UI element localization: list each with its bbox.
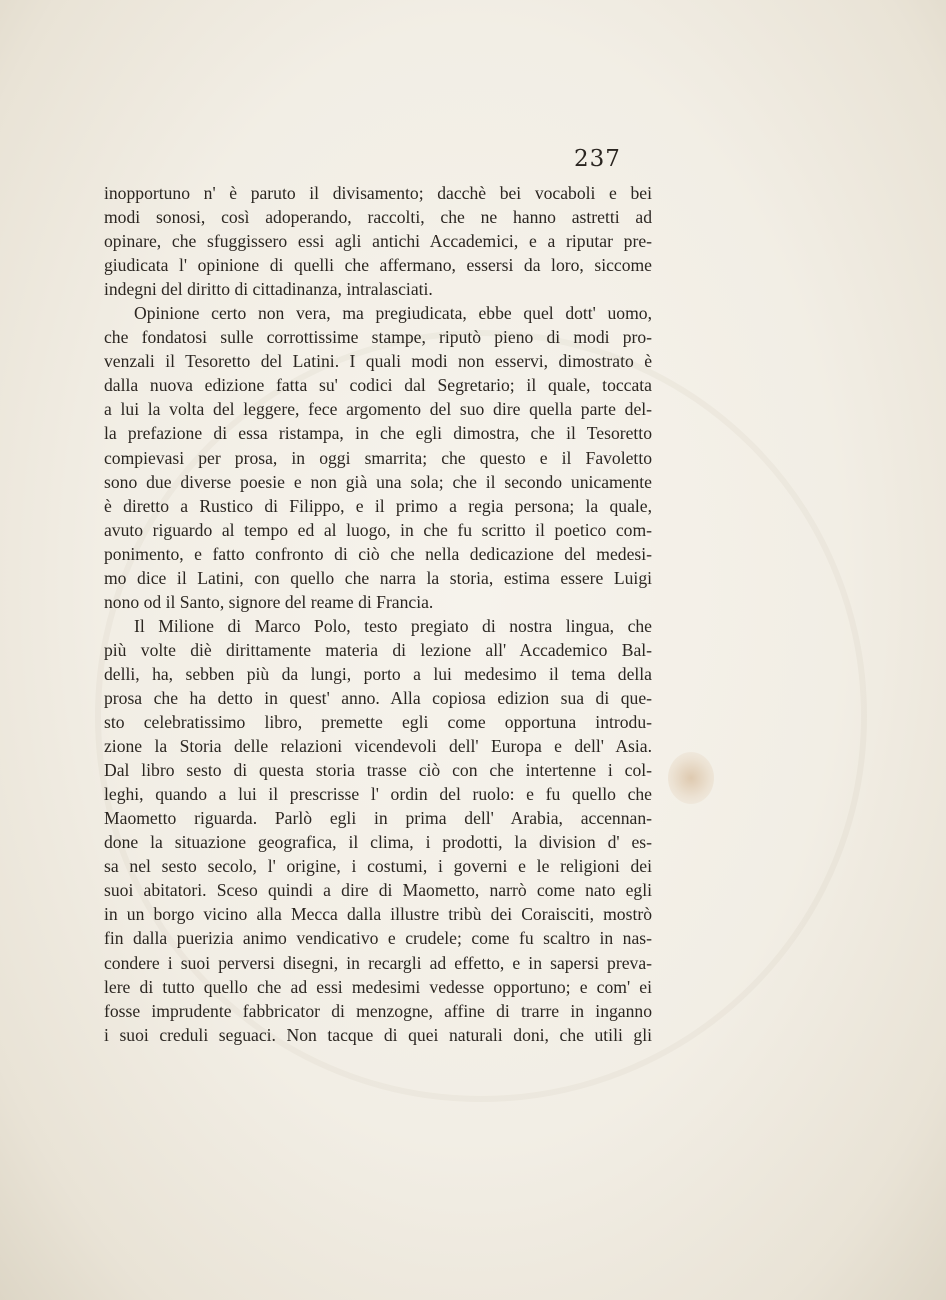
text-line: avuto riguardo al tempo ed al luogo, in che fu scritto il poetico com- <box>104 519 652 540</box>
text-line: dalla nuova edizione fatta su' codici dal Segretario; il quale, toccata <box>104 375 652 396</box>
text-line: inopportuno n' è paruto il divisamento; dacchè bei vocaboli e bei <box>104 183 652 203</box>
text-line: fosse imprudente fabbricator di menzogne, affine di trarre in inganno <box>104 1000 652 1021</box>
text-line: lere di tutto quello che ad essi medesimi vedesse opportuno; e com' ei <box>104 976 652 997</box>
text-line: più volte diè dirittamente materia di lezione all' Accademico Bal- <box>104 639 652 660</box>
text-line: condere i suoi perversi disegni, in recargli ad effetto, e in sapersi preva- <box>104 952 652 973</box>
text-line: fin dalla puerizia animo vendicativo e crudele; come fu scaltro in nas- <box>104 928 652 949</box>
text-line: venzali il Tesoretto del Latini. I quali modi non esservi, dimostrato è <box>104 351 652 372</box>
text-line: Dal libro sesto di questa storia trasse ciò con che intertenne i col- <box>104 760 652 781</box>
text-line: modi sonosi, così adoperando, raccolti, che ne hanno astretti ad <box>104 207 652 228</box>
text-line: delli, ha, sebben più da lungi, porto a lui medesimo il tema della <box>104 663 652 684</box>
text-line: giudicata l' opinione di quelli che affermano, essersi da loro, siccome <box>104 255 652 276</box>
text-line: sa nel sesto secolo, l' origine, i costumi, i governi e le religioni dei <box>104 856 652 877</box>
text-line: prosa che ha detto in quest' anno. Alla copiosa edizion sua di que- <box>104 687 652 708</box>
text-line: a lui la volta del leggere, fece argomento del suo dire quella parte del- <box>104 399 652 420</box>
text-line: zione la Storia delle relazioni vicendevoli dell' Europa e dell' Asia. <box>104 736 652 757</box>
text-line: i suoi creduli seguaci. Non tacque di quei naturali doni, che utili gli <box>104 1024 652 1045</box>
text-line: in un borgo vicino alla Mecca dalla illustre tribù dei Coraisciti, mostrò <box>104 904 652 925</box>
text-line: è diretto a Rustico di Filippo, e il primo a regia persona; la quale, <box>104 495 652 516</box>
text-line: la prefazione di essa ristampa, in che egli dimostra, che il Tesoretto <box>104 423 652 444</box>
text-line: compievasi per prosa, in oggi smarrita; che questo e il Favoletto <box>104 447 652 468</box>
text-line: done la situazione geografica, il clima, i prodotti, la division d' es- <box>104 832 652 853</box>
body-text <box>104 181 652 1047</box>
text-line: mo dice il Latini, con quello che narra la storia, estima essere Luigi <box>104 567 652 588</box>
page-number: 237 <box>574 146 621 172</box>
text-line: suoi abitatori. Sceso quindi a dire di Maometto, narrò come nato egli <box>104 880 652 901</box>
text-line: ponimento, e fatto confronto di ciò che nella dedicazione del medesi- <box>104 543 652 564</box>
text-line: nono od il Santo, signore del reame di Francia. <box>104 591 434 612</box>
text-line: sto celebratissimo libro, premette egli come opportuna introdu- <box>104 712 652 733</box>
text-line: Opinione certo non vera, ma pregiudicata, ebbe quel dott' uomo, <box>134 303 652 324</box>
foxing-stain <box>668 752 714 804</box>
text-line: opinare, che sfuggissero essi agli antichi Accademici, e a riputar pre- <box>104 231 652 252</box>
text-line: Maometto riguarda. Parlò egli in prima dell' Arabia, accennan- <box>104 808 652 829</box>
text-line: indegni del diritto di cittadinanza, intralasciati. <box>104 279 433 300</box>
text-line: Il Milione di Marco Polo, testo pregiato di nostra lingua, che <box>134 615 652 636</box>
text-line: sono due diverse poesie e non già una sola; che il secondo unicamente <box>104 471 652 492</box>
text-line: che fondatosi sulle corrottissime stampe, riputò pieno di modi pro- <box>104 327 652 348</box>
text-line: leghi, quando a lui il prescrisse l' ordin del ruolo: e fu quello che <box>104 784 652 805</box>
